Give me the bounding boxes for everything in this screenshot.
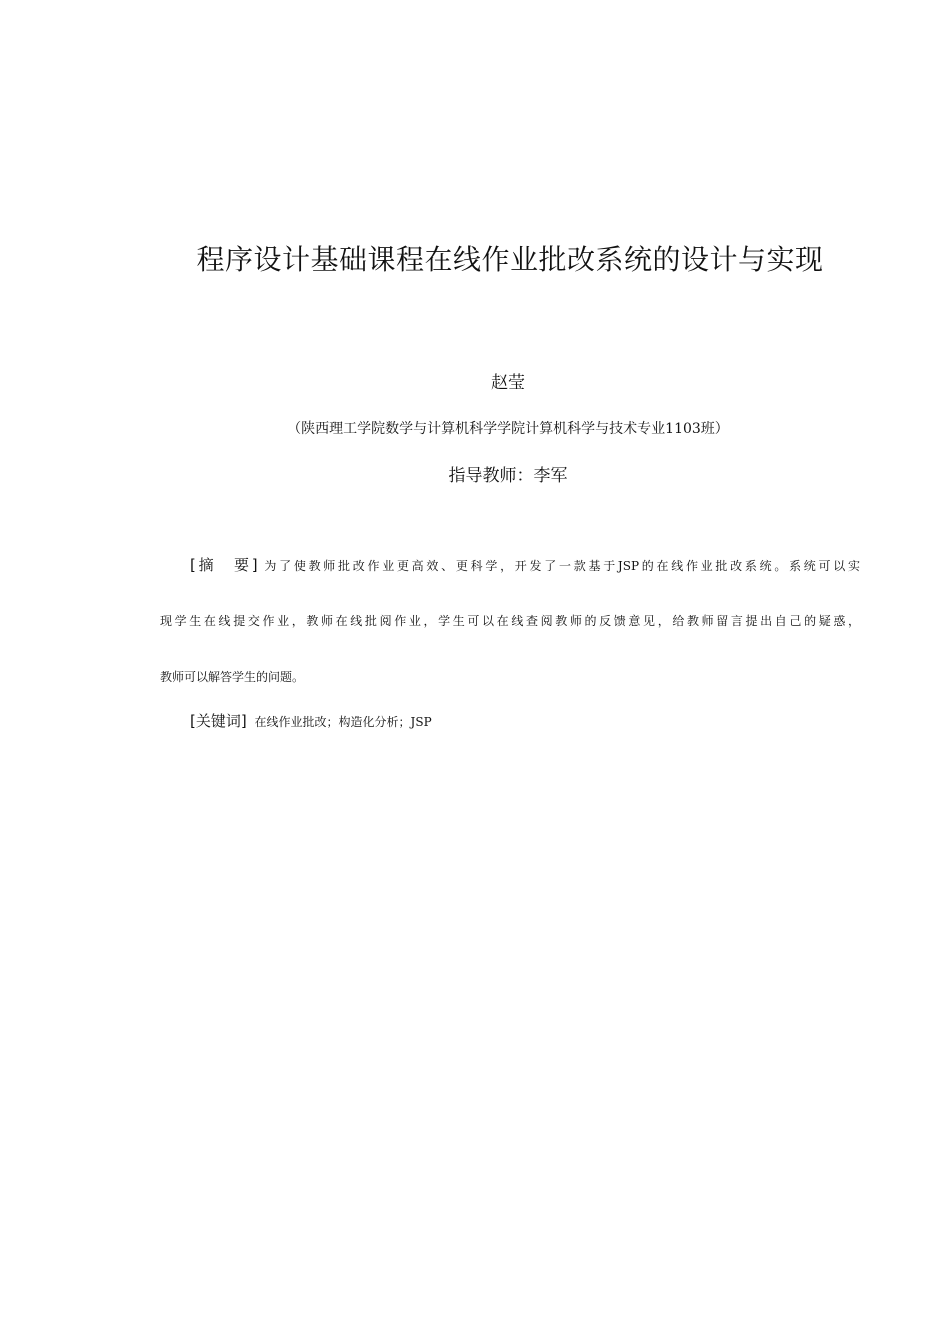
- keywords-text: 在线作业批改；构造化分析；JSP: [254, 715, 432, 729]
- abstract-line: [160, 537, 860, 593]
- keywords-section: [190, 710, 432, 731]
- advisor-line: 指导教师：李军: [448, 466, 568, 486]
- abstract-line: 现学生在线提交作业，教师在线批阅作业，学生可以在线查阅教师的反馈意见，给教师留言提出自己的疑惑，: [160, 614, 860, 628]
- author-affiliation: （陕西理工学院数学与计算机科学学院计算机科学与技术专业1103班）: [287, 421, 729, 437]
- author-name: 赵莹: [491, 373, 525, 393]
- abstract-section: [160, 537, 860, 705]
- abstract-line: 教师可以解答学生的问题。: [160, 670, 305, 684]
- paper-title: 程序设计基础课程在线作业批改系统的设计与实现: [196, 243, 824, 276]
- abstract-text: 为了使教师批改作业更高效、更科学，开发了一款基于JSP的在线作业批改系统。系统可以实: [261, 559, 860, 573]
- abstract-label: [摘 要]: [190, 556, 258, 574]
- keywords-label: [关键词]: [190, 712, 247, 730]
